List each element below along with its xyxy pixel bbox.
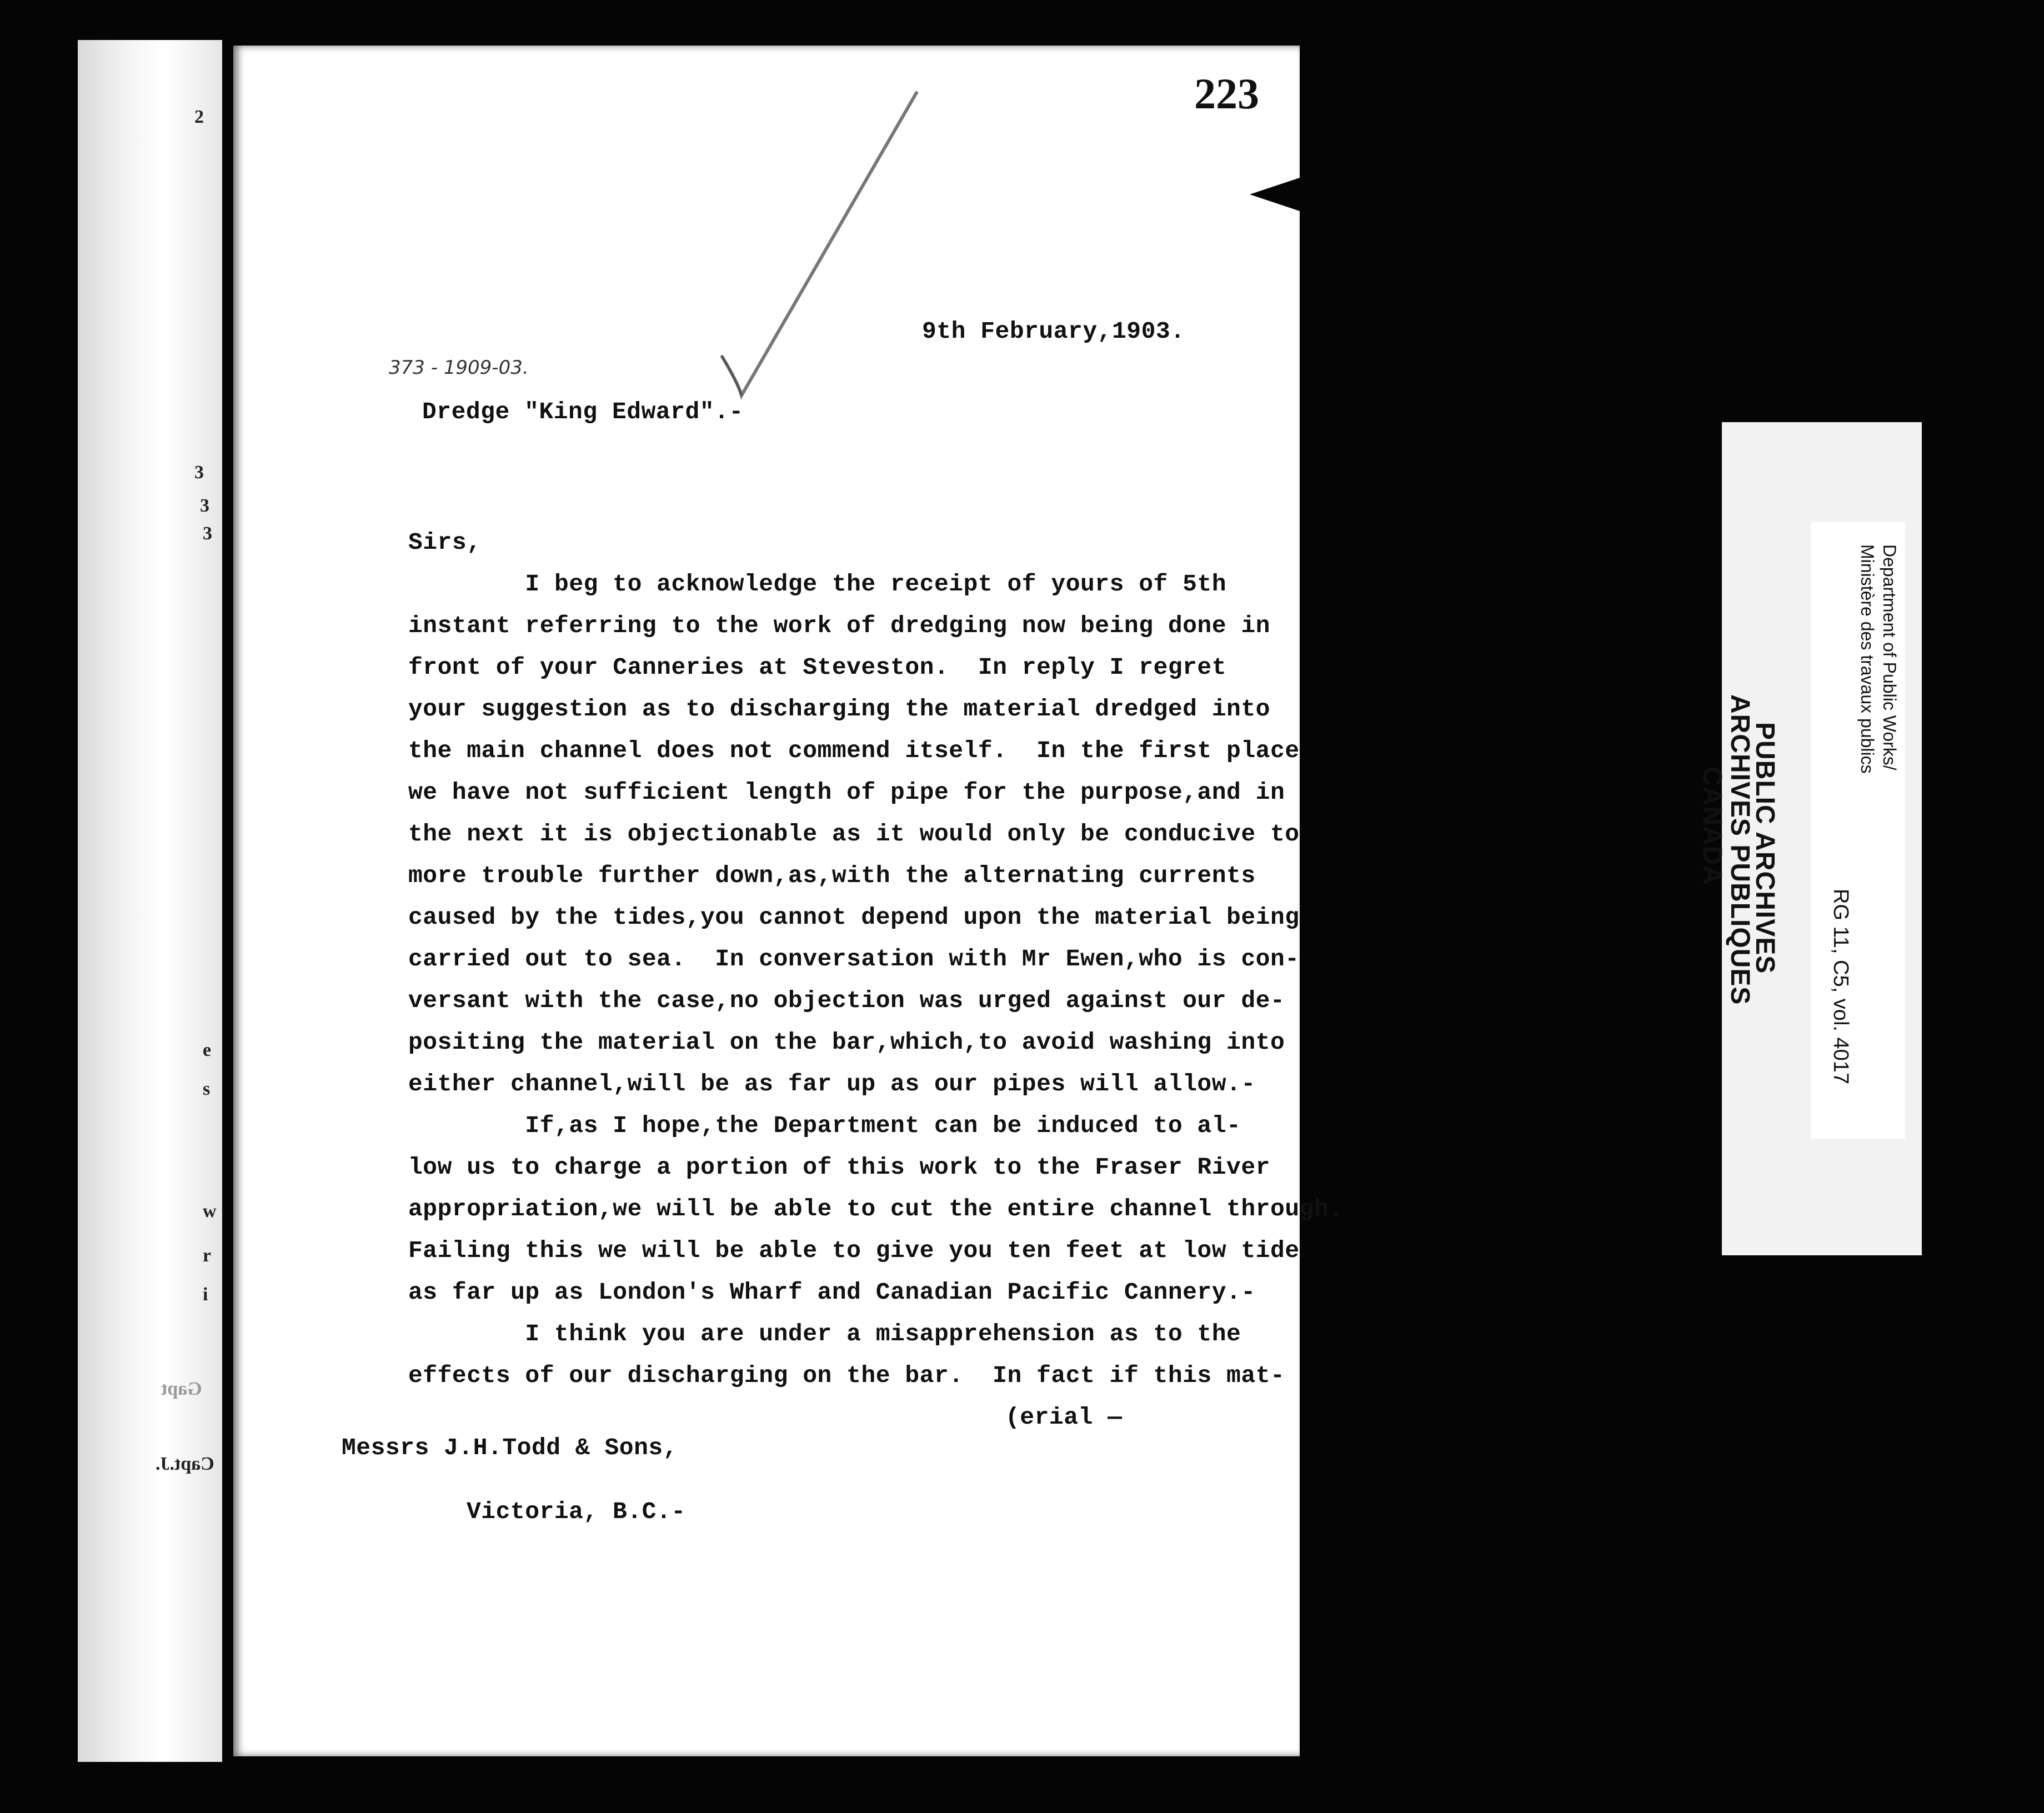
- margin-fragment: r: [203, 1245, 212, 1266]
- margin-fragment: e: [203, 1040, 212, 1060]
- underlying-page-edge: [78, 40, 222, 1762]
- margin-fragment: 3: [194, 462, 204, 483]
- margin-fragment: i: [203, 1284, 208, 1305]
- margin-fragment: w: [203, 1201, 217, 1221]
- body-line: caused by the tides,you cannot depend upon the material being: [408, 904, 1300, 931]
- body-line: If,as I hope,the Department can be induced to al-: [408, 1112, 1241, 1139]
- margin-fragment: 3: [200, 495, 209, 516]
- body-line: either channel,will be as far up as our pipes will allow.-: [408, 1070, 1256, 1098]
- archive-country: CANADA: [1697, 767, 1727, 885]
- addressee-city: Victoria, B.C.-: [467, 1498, 686, 1525]
- body-line: versant with the case,no objection was urged against our de-: [408, 987, 1285, 1014]
- archive-dept-fr: Ministère des travaux publics: [1857, 544, 1877, 774]
- body-line: front of your Canneries at Steveston. In reply I regret: [408, 654, 1227, 681]
- body-line: the next it is objectionable as it would only be conducive to: [408, 820, 1300, 848]
- archive-dept-en: Department of Public Works/: [1880, 544, 1900, 770]
- body-line: more trouble further down,as,with the alternating currents: [408, 862, 1256, 889]
- addressee-name: Messrs J.H.Todd & Sons,: [342, 1434, 678, 1461]
- page-tab-notch: [1250, 178, 1300, 211]
- letter-page: [233, 46, 1344, 1756]
- bleed-through-text: Gapt: [161, 1379, 202, 1399]
- body-line: instant referring to the work of dredging now being done in: [408, 612, 1270, 639]
- body-line: appropriation,we will be able to cut the entire channel through.: [408, 1195, 1344, 1223]
- archive-label-tab: [1811, 522, 1905, 1139]
- page-number: 223: [1194, 69, 1259, 118]
- continuation-catchword: (erial —: [1005, 1404, 1123, 1431]
- checkmark-icon: [233, 46, 1300, 1756]
- salutation: Sirs,: [408, 529, 482, 556]
- body-line: I think you are under a misapprehension as to the: [408, 1320, 1241, 1348]
- body-line: I beg to acknowledge the receipt of yours of 5th: [408, 570, 1227, 598]
- letter-date: 9th February,1903.: [922, 318, 1185, 345]
- archive-title-en: PUBLIC ARCHIVES: [1750, 722, 1780, 974]
- bleed-through-text: Capt.J.: [156, 1454, 214, 1474]
- margin-fragment: 3: [203, 523, 212, 544]
- body-line: your suggestion as to discharging the material dredged into: [408, 695, 1270, 723]
- body-line: effects of our discharging on the bar. In fact if this mat-: [408, 1362, 1285, 1389]
- body-line: as far up as London's Wharf and Canadian Pacific Cannery.-: [408, 1279, 1256, 1306]
- file-reference: 373 - 1909-03.: [389, 357, 529, 379]
- body-line: low us to charge a portion of this work to the Fraser River: [408, 1154, 1270, 1181]
- body-line: carried out to sea. In conversation with Mr Ewen,who is con-: [408, 945, 1300, 973]
- body-line: positing the material on the bar,which,to avoid washing into: [408, 1029, 1285, 1056]
- letter-subject: Dredge "King Edward".-: [422, 398, 744, 425]
- archive-reference: RG 11, C5, vol. 4017: [1829, 889, 1852, 1085]
- body-line: Failing this we will be able to give you ten feet at low tide: [408, 1237, 1300, 1264]
- body-line: the main channel does not commend itself. In the first place: [408, 737, 1300, 764]
- body-line: we have not sufficient length of pipe for the purpose,and in: [408, 779, 1285, 806]
- archive-title-fr: ARCHIVES PUBLIQUES: [1725, 694, 1755, 1005]
- margin-fragment: 2: [194, 107, 204, 127]
- margin-fragment: s: [203, 1079, 211, 1099]
